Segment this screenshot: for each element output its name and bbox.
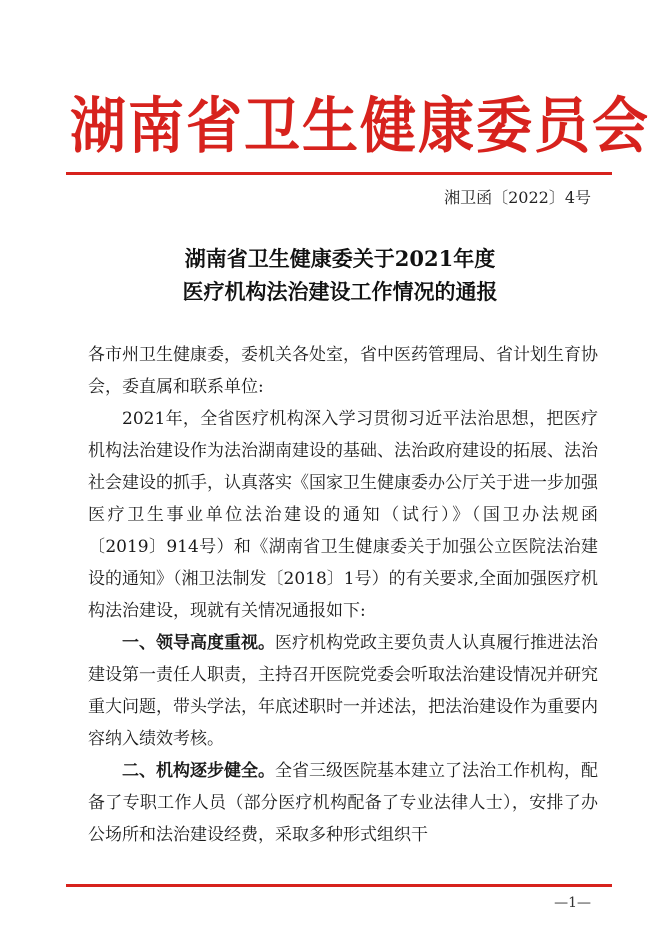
section-2-paragraph <box>88 755 598 851</box>
footer-red-rule <box>66 884 612 887</box>
masthead-title: 湖南省卫生健康委员会 <box>70 90 650 162</box>
section-1-heading: 一、领导高度重视。 <box>122 633 275 653</box>
masthead-red-rule <box>66 172 612 175</box>
salutation: 各市州卫生健康委，委机关各处室，省中医药管理局、省计划生育协会，委直属和联系单位: <box>88 345 598 397</box>
section-1-paragraph <box>88 627 598 755</box>
document-title <box>60 242 620 308</box>
page-number: —1— <box>554 895 591 911</box>
document-title-line-1: 湖南省卫生健康委关于2021年度 <box>184 246 496 271</box>
intro-paragraph: 2021年，全省医疗机构深入学习贯彻习近平法治思想，把医疗机构法治建设作为法治湖南建设的基础、法治政府建设的拓展、法治社会建设的抓手，认真落实《国家卫生健康委办公厅关于进一步加强医疗卫生事业单位法治建设的通知（试行）》（国卫办法规函〔2019〕914号）和《湖南省卫生健康委关于加强公立医院法治建设的通知》（湘卫法制发〔2018〕1号）的有关要求,全面加强医疗机构法治建设，现就有关情况通报如下: <box>88 409 598 621</box>
section-1-text: 医疗机构党政主要负责人认真履行推进法治建设第一责任人职责，主持召开医院党委会听取法治建设情况并研究重大问题，带头学法，年底述职时一并述法，把法治建设作为重要内容纳入绩效考核。 <box>88 633 598 749</box>
section-2-heading: 二、机构逐步健全。 <box>122 761 275 781</box>
section-2-text: 全省三级医院基本建立了法治工作机构，配备了专职工作人员（部分医疗机构配备了专业法律人士），安排了办公场所和法治建设经费，采取多种形式组织干 <box>88 761 598 845</box>
document-number: 湘卫函〔2022〕4号 <box>444 188 591 207</box>
document-body <box>88 339 598 851</box>
document-title-line-2: 医疗机构法治建设工作情况的通报 <box>182 279 498 304</box>
